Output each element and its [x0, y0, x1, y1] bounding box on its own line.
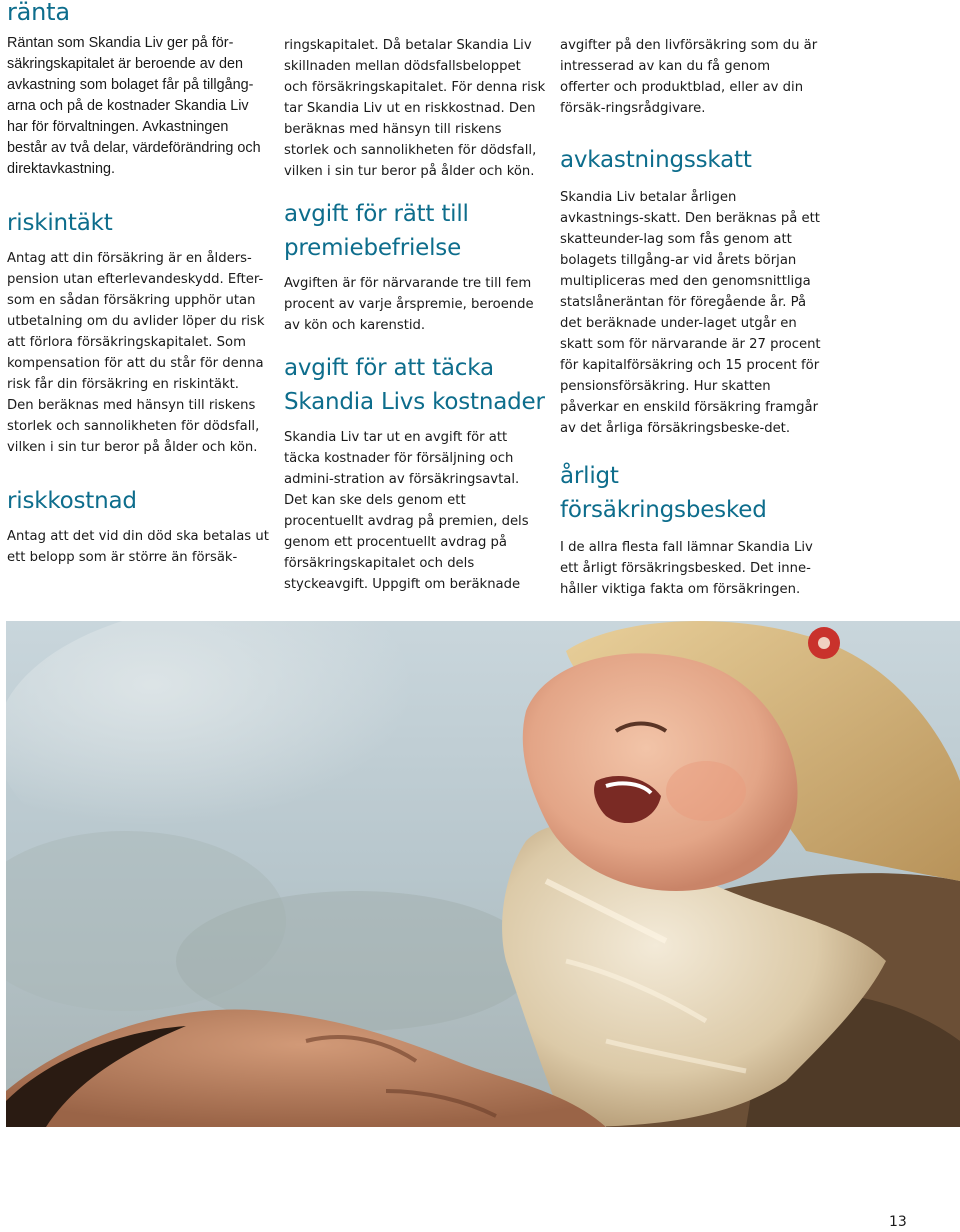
paragraph-besked: I de allra flesta fall lämnar Skandia Liv ett årligt försäkringsbesked. Det inne-håller viktiga fakta om försäkringen. [560, 540, 813, 597]
text-column-2 [284, 0, 546, 595]
heading-besked: årligt försäkringsbesked [560, 463, 767, 523]
heading-riskkostnad: riskkostnad [7, 488, 137, 514]
heading-kostnader: avgift för att täcka Skandia Livs kostnader [284, 355, 545, 415]
paragraph-avkastningsskatt: Skandia Liv betalar årligen avkastnings-skatt. Den beräknas på ett skatteunder-lag som fås genom att bolagets tillgång-ar vid årets början multipliceras med den genomsnittliga statslåneräntan för föregående år. På det beräknade under-laget utgår en skatt som för närvarande är 27 procent för kapitalförsäkring och 15 procent för pensionsförsäkring. Hur skatten påverkar en enskild försäkring framgår av det årliga försäkringsbeske-det. [560, 190, 821, 436]
paragraph-riskkostnad: Antag att det vid din död ska betalas ut ett belopp som är större än försäk- [7, 529, 269, 565]
heading-premiebefrielse: avgift för rätt till premiebefrielse [284, 201, 469, 261]
paragraph-riskintakt: Antag att din försäkring är en ålders-pension utan efterlevandeskydd. Efter-som en sådan försäkring upphör utan utbetalning om du avlider löper du risk att förlora försäkringskapitalet. Som kompensation för att du står för denna risk får din försäkring en riskintäkt. Den beräknas med hänsyn till riskens storlek och sannolikheten för dödsfall, vilken i sin tur beror på ålder och kön. [7, 251, 265, 455]
heading-riskintakt: riskintäkt [7, 210, 113, 236]
father-daughter-photo [6, 621, 960, 1127]
paragraph-kostnader-continued: avgifter på den livförsäkring som du är intresserad av kan du få genom offerter och produktblad, eller av din försäk-ringsrådgivare. [560, 38, 818, 116]
paragraph-ranta: Räntan som Skandia Liv ger på för-säkringskapitalet är beroende av den avkastning som bolaget får på tillgång-arna och på de kostnader Skandia Liv har för förvaltningen. Avkastningen består av två delar, värdeförändring och direktavkastning. [7, 35, 261, 177]
paragraph-riskkostnad-continued: ringskapitalet. Då betalar Skandia Liv skillnaden mellan dödsfallsbeloppet och försäkringskapitalet. För denna risk tar Skandia Liv ut en riskkostnad. Den beräknas med hänsyn till riskens storlek och sannolikheten för dödsfall, vilken i sin tur beror på ålder och kön. [284, 38, 546, 179]
paragraph-kostnader: Skandia Liv tar ut en avgift för att täcka kostnader för försäljning och admini-stration av försäkringsavtal. Det kan ske dels genom ett procentuellt avdrag på premien, dels genom ett procentuellt avdrag på försäkringskapitalet och dels styckeavgift. Uppgift om beräknade [284, 430, 529, 592]
text-column-1 [7, 0, 269, 568]
page-number: 13 [889, 1214, 907, 1230]
heading-avkastningsskatt: avkastningsskatt [560, 147, 752, 173]
text-column-3 [560, 0, 822, 600]
heading-ranta: ränta [7, 0, 70, 26]
paragraph-premiebefrielse: Avgiften är för närvarande tre till fem procent av varje årspremie, beroende av kön och karenstid. [284, 276, 534, 333]
